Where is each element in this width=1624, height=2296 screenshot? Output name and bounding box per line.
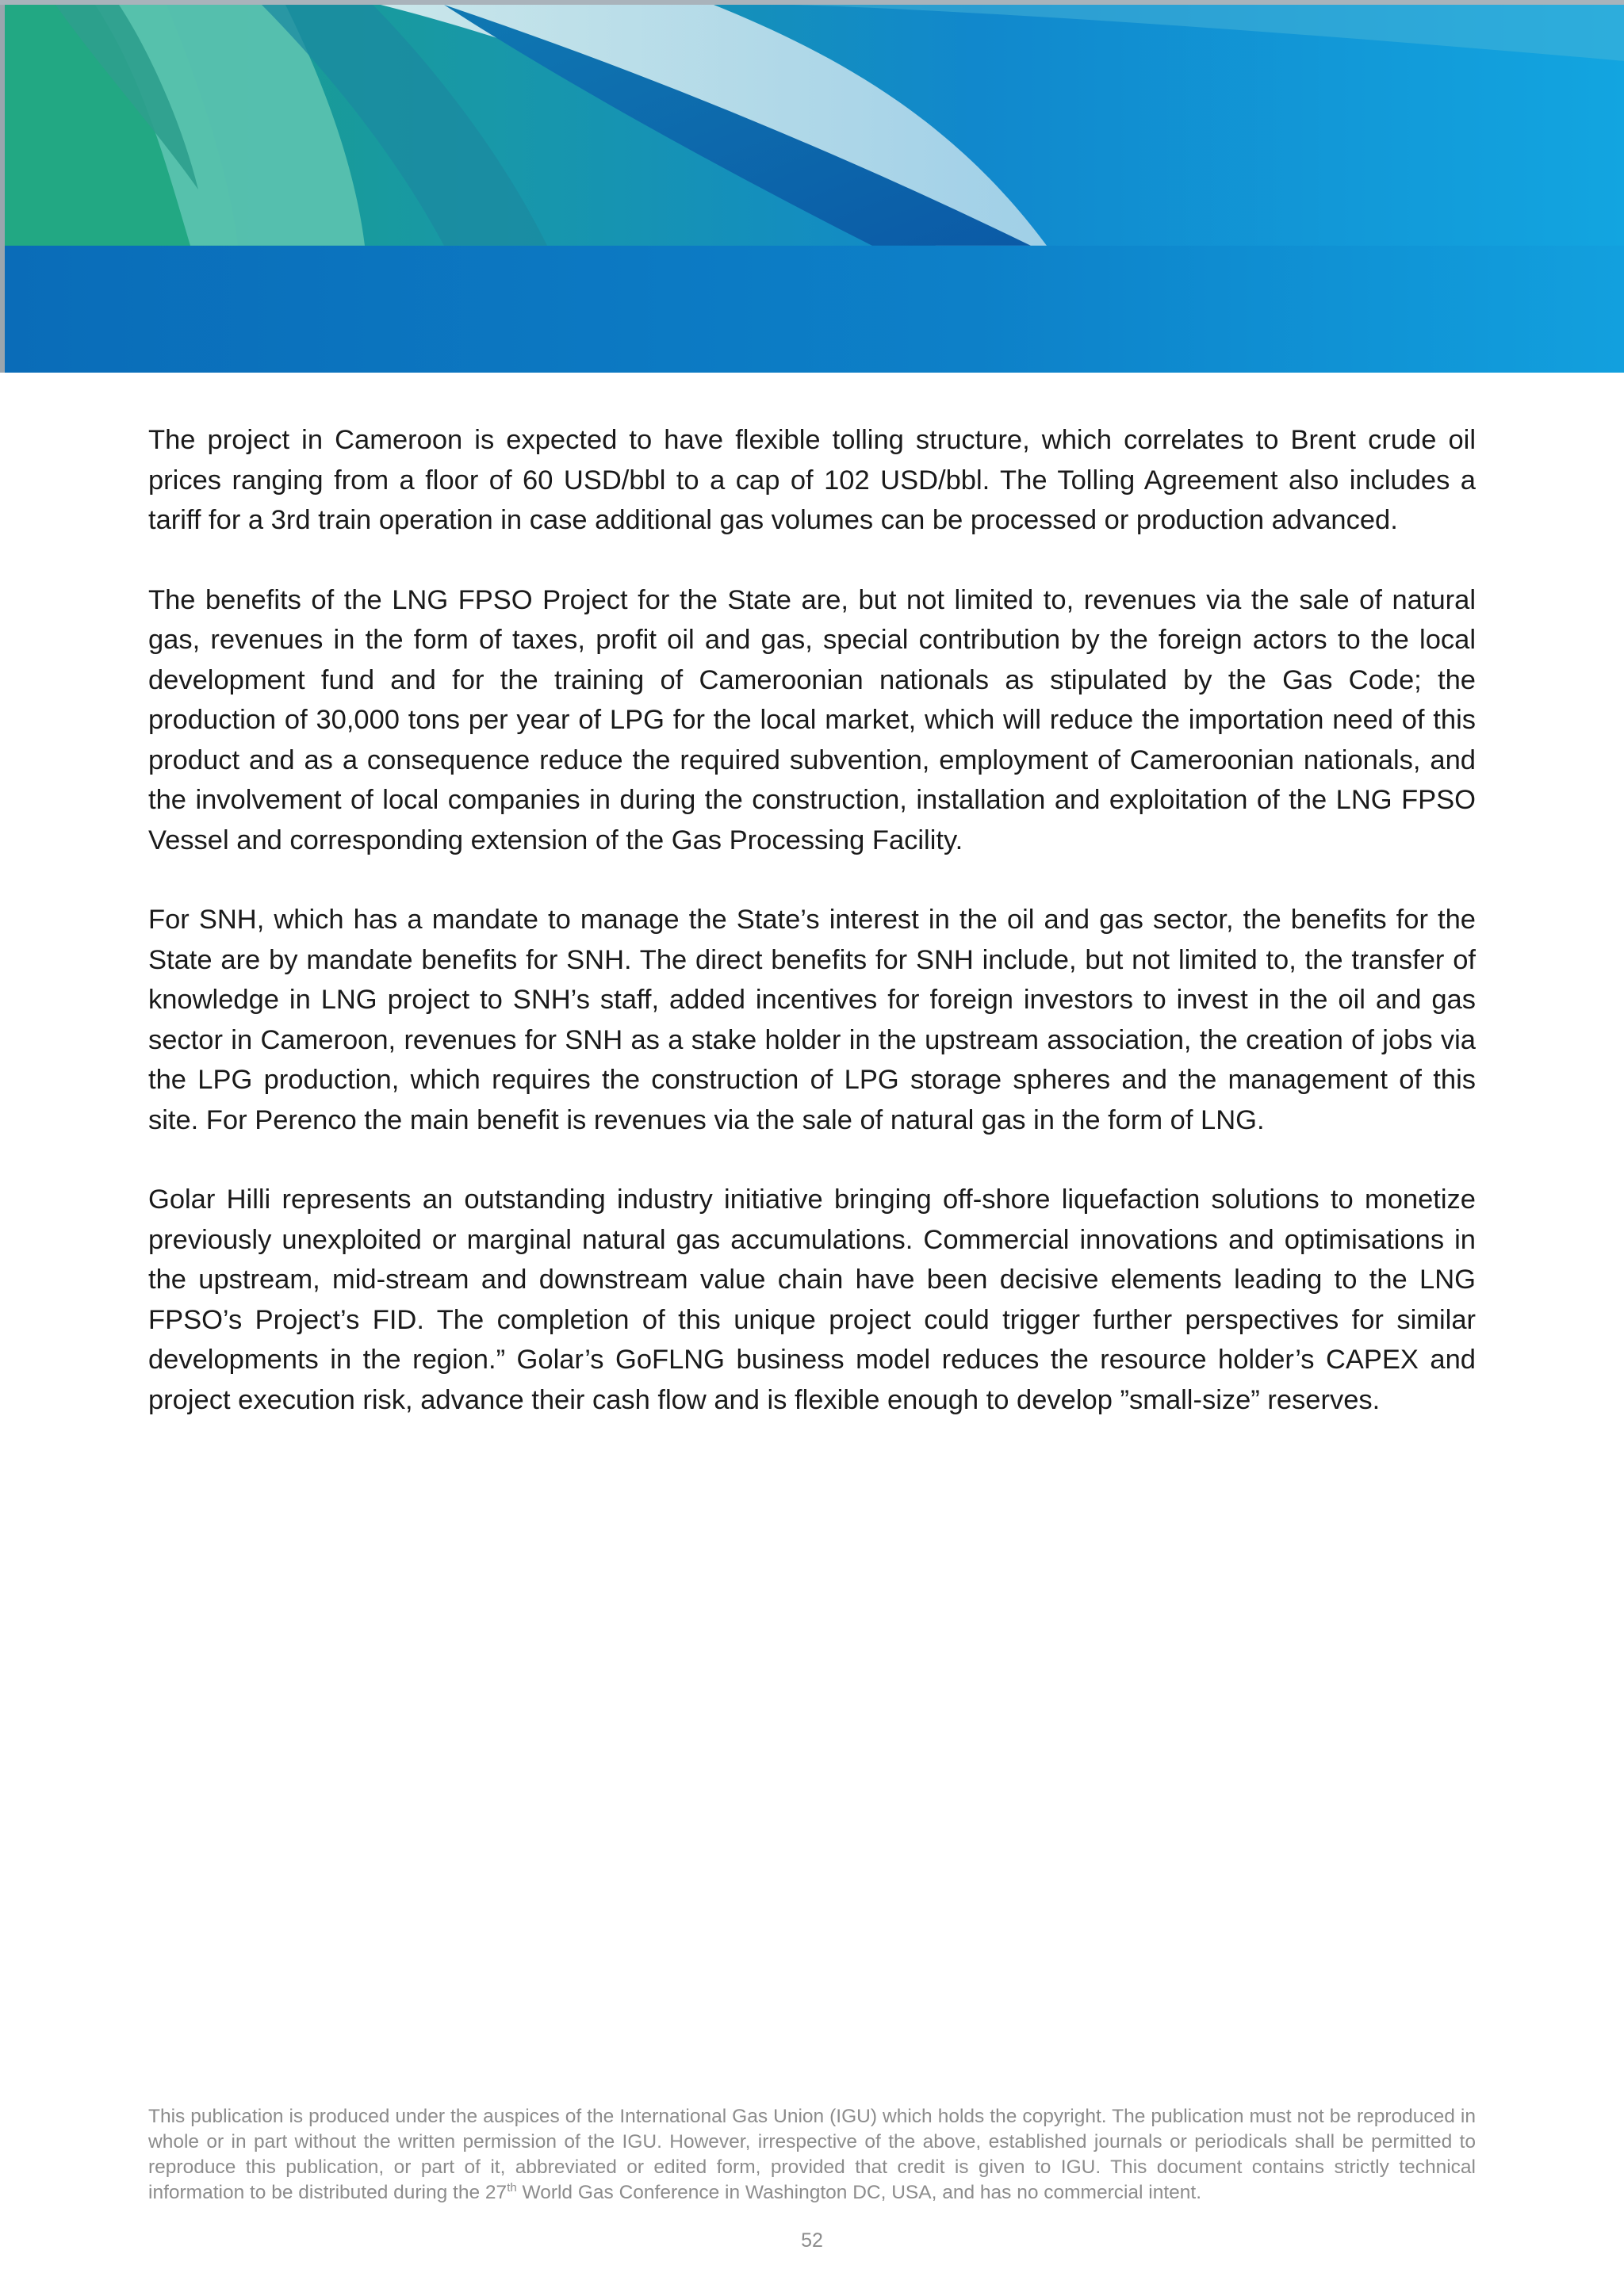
footer-text-main: This publication is produced under the auspices of the International Gas Union (IGU) which holds the copyright. The publication must not be reproduced in whole or in part without the written permission of the IGU. However, irrespective of the above, established journals or periodicals shall be permitted to reproduce this publication, or part of it, abbreviated or edited form, provided that credit is given to IGU. This document contains strictly technical information to be distributed during the 27 bbox=[148, 2106, 1476, 2203]
header-banner bbox=[0, 0, 1624, 373]
copyright-footer bbox=[148, 2104, 1476, 2206]
header-banner-graphic bbox=[0, 5, 1624, 373]
footer-superscript: th bbox=[507, 2180, 517, 2195]
paragraph-golar-hilli: Golar Hilli represents an outstanding industry initiative bringing off-shore liquefaction solutions to monetize previously unexploited or marginal natural gas accumulations. Commercial innovations and optimisations in the upstream, mid-stream and downstream value chain have been decisive elements leading to the LNG FPSO’s Project’s FID. The completion of this unique project could trigger further perspectives for similar developments in the region.” Golar’s GoFLNG business model reduces the resource holder’s CAPEX and project execution risk, advance their cash flow and is flexible enough to develop ”small-size” reserves. bbox=[148, 1184, 1476, 1415]
paragraph-snh-benefits: For SNH, which has a mandate to manage the State’s interest in the oil and gas sector, the benefits for the State are by mandate benefits for SNH. The direct benefits for SNH include, but not limited to, the transfer of knowledge in LNG project to SNH’s staff, added incentives for foreign investors to invest in the oil and gas sector in Cameroon, revenues for SNH as a stake holder in the upstream association, the creation of jobs via the LPG production, which requires the construction of LPG storage spheres and the management of this site. For Perenco the main benefit is revenues via the sale of natural gas in the form of LNG. bbox=[148, 905, 1476, 1135]
paragraph-state-benefits: The benefits of the LNG FPSO Project for the State are, but not limited to, revenues via the sale of natural gas, revenues in the form of taxes, profit oil and gas, special contribution by the foreign actors to the local development fund and for the training of Cameroonian nationals as stipulated by the Gas Code; the production of 30,000 tons per year of LPG for the local market, which will reduce the importation need of this product and as a consequence reduce the required subvention, employment of Cameroonian nationals, and the involvement of local companies in during the construction, installation and exploitation of the LNG FPSO Vessel and corresponding extension of the Gas Processing Facility. bbox=[148, 584, 1476, 855]
body-text bbox=[148, 420, 1476, 1460]
page-number: 52 bbox=[801, 2229, 823, 2252]
footer-text-end: World Gas Conference in Washington DC, USA, and has no commercial intent. bbox=[516, 2182, 1202, 2203]
paragraph-tolling-structure: The project in Cameroon is expected to have flexible tolling structure, which correlates to Brent crude oil prices ranging from a floor of 60 USD/bbl to a cap of 102 USD/bbl. The Tolling Agreement also includes a tariff for a 3rd train operation in case additional gas volumes can be processed or production advanced. bbox=[148, 425, 1476, 535]
